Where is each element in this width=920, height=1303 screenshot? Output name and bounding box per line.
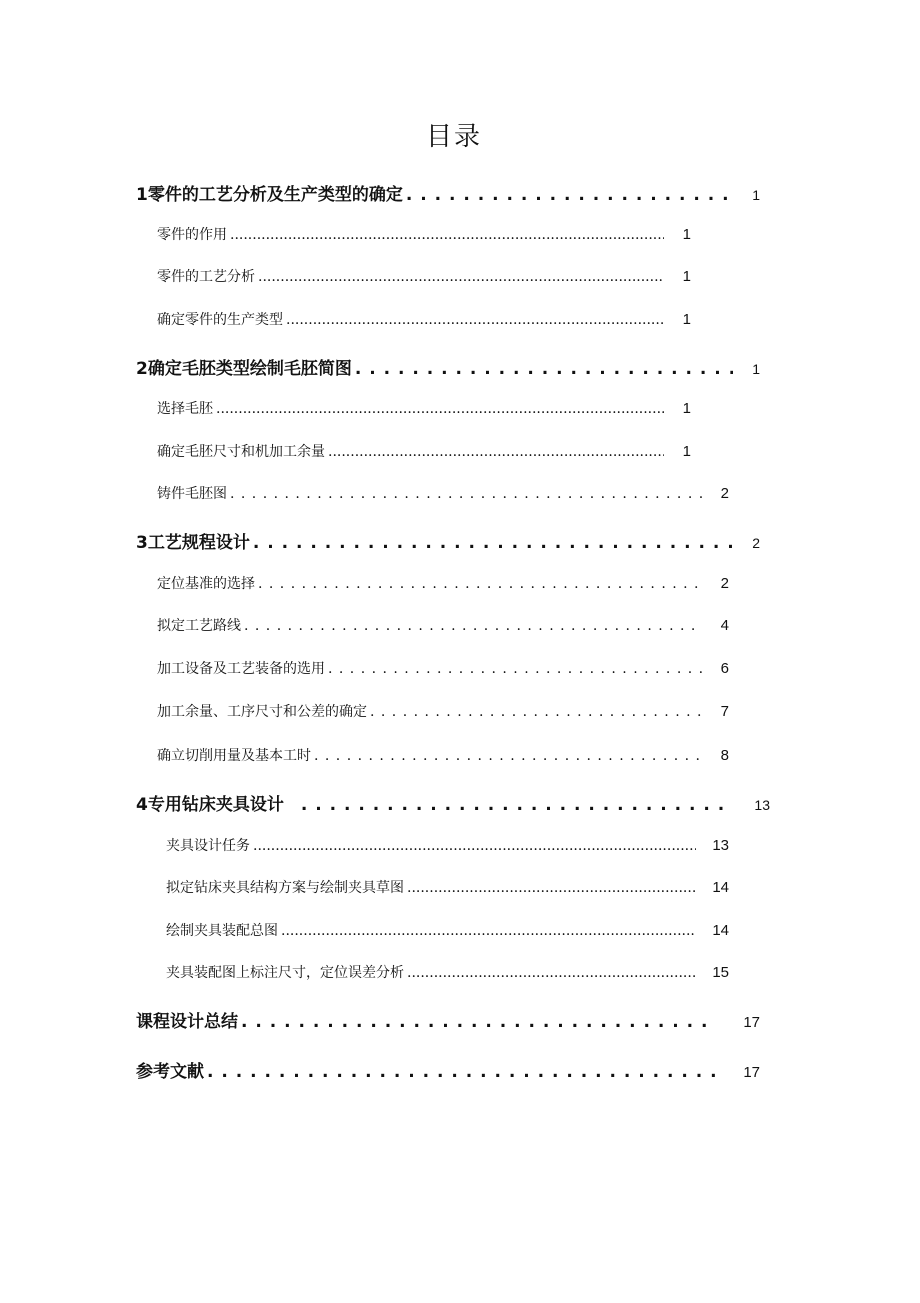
toc-entry-page: 1 (752, 361, 760, 377)
toc-entry-subsection[interactable] (166, 835, 729, 857)
toc-entry-subsection[interactable] (157, 745, 729, 767)
toc-leader-dots (370, 704, 702, 720)
toc-leader-dots (253, 838, 696, 854)
toc-leader-dots (241, 1012, 717, 1031)
toc-entry-subsection[interactable] (166, 962, 729, 984)
toc-leader-dots (230, 227, 664, 243)
toc-entry-page: 2 (752, 535, 760, 551)
toc-entry-label: 1零件的工艺分析及生产类型的确定 (136, 185, 403, 204)
toc-entry-page: 2 (720, 485, 729, 502)
toc-leader-dots (258, 269, 664, 285)
toc-leader-dots (328, 444, 664, 460)
toc-entry-summary[interactable] (136, 1007, 760, 1031)
toc-leader-dots (355, 359, 733, 378)
toc-entry-page: 4 (720, 617, 729, 634)
toc-entry-label: 选择毛胚 (157, 401, 213, 417)
toc-entry-label: 确定毛胚尺寸和机加工余量 (157, 444, 325, 460)
toc-entry-page: 7 (720, 703, 729, 720)
toc-title: 目录 (425, 122, 482, 152)
toc-entry-page: 1 (682, 268, 691, 285)
toc-entry-section-4[interactable] (136, 790, 770, 814)
toc-entry-section-3[interactable] (136, 528, 760, 552)
toc-entry-label: 3工艺规程设计 (136, 533, 250, 552)
toc-leader-dots (301, 795, 733, 814)
toc-entry-label: 拟定钻床夹具结构方案与绘制夹具草图 (166, 880, 404, 896)
toc-entry-label: 课程设计总结 (136, 1012, 238, 1031)
toc-leader-dots (230, 486, 702, 502)
toc-entry-page: 1 (682, 311, 691, 328)
toc-entry-page: 8 (720, 747, 729, 764)
toc-entry-page: 2 (720, 575, 729, 592)
toc-entry-page: 1 (682, 400, 691, 417)
toc-entry-subsection[interactable] (157, 658, 729, 680)
toc-entry-subsection[interactable] (157, 441, 691, 463)
toc-leader-dots (216, 401, 664, 417)
toc-entry-page: 1 (752, 187, 760, 203)
toc-entry-subsection[interactable] (157, 309, 691, 331)
toc-entry-label: 2确定毛胚类型绘制毛胚简图 (136, 359, 352, 378)
toc-entry-label: 拟定工艺路线 (157, 618, 241, 634)
toc-entry-subsection[interactable] (157, 266, 691, 288)
toc-entry-section-1[interactable] (136, 180, 760, 204)
toc-entry-label: 确定零件的生产类型 (157, 312, 283, 328)
toc-entry-page: 1 (682, 443, 691, 460)
toc-entry-page: 17 (743, 1014, 760, 1031)
toc-entry-page: 13 (712, 837, 729, 854)
toc-entry-subsection[interactable] (157, 483, 729, 505)
toc-entry-page: 14 (712, 879, 729, 896)
toc-leader-dots (281, 923, 696, 939)
toc-entry-section-2[interactable] (136, 354, 760, 378)
toc-entry-page: 6 (720, 660, 729, 677)
toc-entry-page: 15 (712, 964, 729, 981)
toc-leader-dots (328, 661, 702, 677)
toc-entry-label: 夹具装配图上标注尺寸，定位误差分析 (166, 965, 404, 981)
toc-entry-subsection[interactable] (157, 398, 691, 420)
toc-entry-label: 夹具设计任务 (166, 838, 250, 854)
toc-entry-page: 17 (743, 1064, 760, 1081)
toc-entry-label: 确立切削用量及基本工时 (157, 748, 311, 764)
toc-leader-dots (244, 618, 702, 634)
toc-entry-subsection[interactable] (157, 701, 729, 723)
toc-entry-page: 14 (712, 922, 729, 939)
toc-entry-label: 零件的工艺分析 (157, 269, 255, 285)
toc-leader-dots (407, 880, 696, 896)
toc-leader-dots (207, 1062, 717, 1081)
toc-entry-label: 定位基准的选择 (157, 576, 255, 592)
toc-leader-dots (258, 576, 702, 592)
toc-leader-dots (253, 533, 733, 552)
toc-entry-page: 1 (682, 226, 691, 243)
toc-entry-label: 绘制夹具装配总图 (166, 923, 278, 939)
toc-leader-dots (314, 748, 702, 764)
toc-entry-subsection[interactable] (157, 224, 691, 246)
toc-entry-subsection[interactable] (157, 615, 729, 637)
toc-entry-label: 零件的作用 (157, 227, 227, 243)
toc-leader-dots (406, 185, 733, 204)
toc-entry-label: 4专用钻床夹具设计 (136, 795, 284, 814)
toc-entry-label: 加工余量、工序尺寸和公差的确定 (157, 704, 367, 720)
toc-leader-dots (286, 312, 664, 328)
toc-entry-subsection[interactable] (157, 573, 729, 595)
toc-entry-subsection[interactable] (166, 920, 729, 942)
toc-leader-dots (407, 965, 696, 981)
toc-entry-references[interactable] (136, 1057, 760, 1081)
toc-entry-page: 13 (754, 797, 770, 813)
toc-entry-subsection[interactable] (166, 877, 729, 899)
toc-entry-label: 参考文献 (136, 1062, 204, 1081)
toc-entry-label: 加工设备及工艺装备的选用 (157, 661, 325, 677)
toc-entry-label: 铸件毛胚图 (157, 486, 227, 502)
